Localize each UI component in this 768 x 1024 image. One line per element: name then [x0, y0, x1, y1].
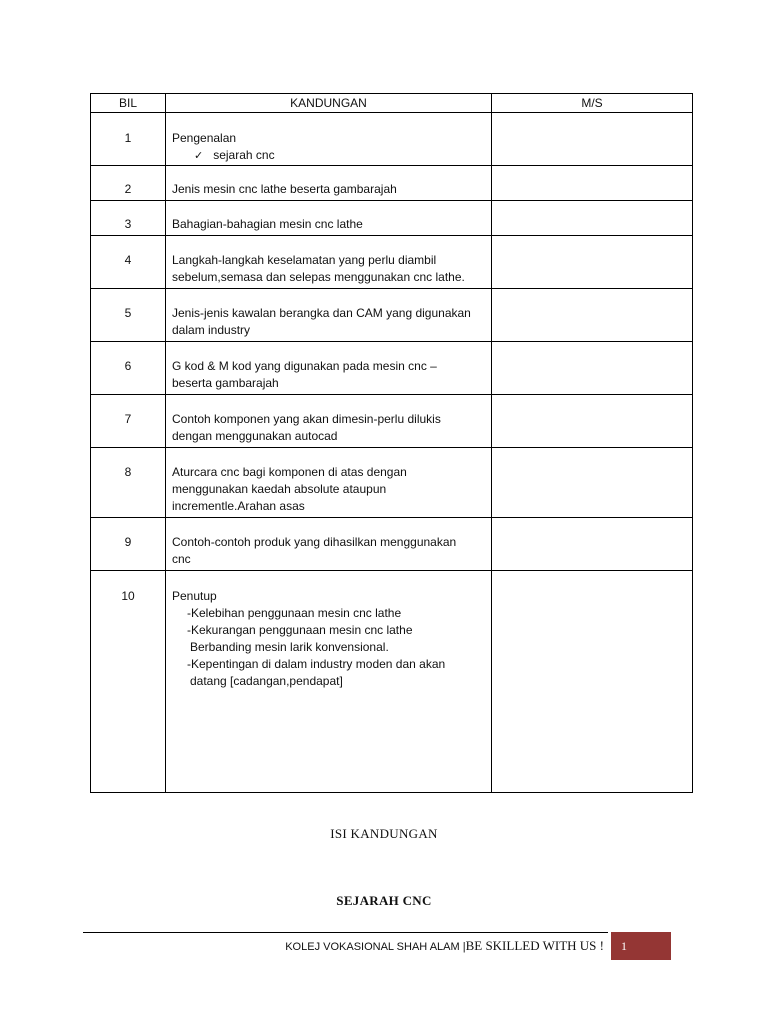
check-icon: ✓ — [194, 149, 204, 162]
footer-school: KOLEJ VOKASIONAL SHAH ALAM | — [285, 941, 466, 953]
row-page — [492, 289, 693, 342]
row-line: Pengenalan — [172, 131, 237, 145]
row-line: incrementle.Arahan asas — [172, 499, 305, 513]
row-line: Penutup — [172, 589, 217, 603]
row-content — [166, 166, 492, 201]
row-line: cnc — [172, 552, 191, 566]
row-subitem: -Kepentingan di dalam industry moden dan akan — [187, 657, 446, 671]
row-line: Langkah-langkah keselamatan yang perlu diambil — [172, 253, 437, 267]
table-row — [91, 236, 693, 289]
row-number: 9 — [91, 518, 166, 571]
page-number-badge — [611, 932, 671, 960]
row-page — [492, 518, 693, 571]
row-line: dalam industry — [172, 323, 251, 337]
row-content — [166, 236, 492, 289]
row-line: Contoh-contoh produk yang dihasilkan menggunakan — [172, 535, 457, 549]
page-number: 1 — [621, 938, 627, 953]
row-content — [166, 201, 492, 236]
table-row — [91, 201, 693, 236]
header-ms: M/S — [492, 94, 693, 113]
row-subitem: Berbanding mesin larik konvensional. — [190, 640, 389, 654]
table-row — [91, 342, 693, 395]
row-number: 4 — [91, 236, 166, 289]
header-kandungan: KANDUNGAN — [166, 94, 492, 113]
row-line: Bahagian-bahagian mesin cnc lathe — [172, 217, 363, 231]
row-subitem-text: sejarah cnc — [213, 148, 275, 162]
row-number: 8 — [91, 448, 166, 518]
table-row — [91, 448, 693, 518]
row-content — [166, 289, 492, 342]
row-line: Jenis mesin cnc lathe beserta gambarajah — [172, 182, 397, 196]
row-line: G kod & M kod yang digunakan pada mesin cnc – — [172, 359, 437, 373]
header-bil: BIL — [91, 94, 166, 113]
footer-text — [285, 938, 604, 954]
row-page — [492, 571, 693, 793]
table-row — [91, 113, 693, 166]
table-header-row — [91, 94, 693, 113]
row-page — [492, 201, 693, 236]
row-subitem: -Kekurangan penggunaan mesin cnc lathe — [187, 623, 413, 637]
row-number: 5 — [91, 289, 166, 342]
row-page — [492, 113, 693, 166]
row-page — [492, 448, 693, 518]
table-row — [91, 166, 693, 201]
row-number: 10 — [91, 571, 166, 793]
row-line: Contoh komponen yang akan dimesin-perlu dilukis — [172, 412, 441, 426]
row-line: beserta gambarajah — [172, 376, 279, 390]
row-number: 2 — [91, 166, 166, 201]
footer-divider — [83, 932, 608, 933]
row-line: Aturcara cnc bagi komponen di atas dengan — [172, 465, 407, 479]
row-number: 3 — [91, 201, 166, 236]
row-page — [492, 342, 693, 395]
table-caption: ISI KANDUNGAN — [330, 826, 438, 841]
row-content — [166, 571, 492, 793]
row-page — [492, 236, 693, 289]
contents-table — [90, 93, 693, 793]
row-line: dengan menggunakan autocad — [172, 429, 338, 443]
table-row — [91, 518, 693, 571]
table-row — [91, 395, 693, 448]
row-content — [166, 342, 492, 395]
row-page — [492, 395, 693, 448]
row-number: 1 — [91, 113, 166, 166]
row-number: 7 — [91, 395, 166, 448]
footer-slogan: BE SKILLED WITH US ! — [465, 938, 604, 953]
row-content — [166, 448, 492, 518]
table-row — [91, 289, 693, 342]
row-content — [166, 518, 492, 571]
row-subitem — [172, 147, 487, 164]
row-line: menggunakan kaedah absolute ataupun — [172, 482, 387, 496]
table-row — [91, 571, 693, 793]
row-line: Jenis-jenis kawalan berangka dan CAM yang digunakan — [172, 306, 471, 320]
row-subitem: -Kelebihan penggunaan mesin cnc lathe — [187, 606, 402, 620]
row-line: sebelum,semasa dan selepas menggunakan cnc lathe. — [172, 270, 465, 284]
row-page — [492, 166, 693, 201]
row-content — [166, 113, 492, 166]
row-content — [166, 395, 492, 448]
section-heading: SEJARAH CNC — [336, 893, 432, 908]
row-subitem: datang [cadangan,pendapat] — [190, 674, 343, 688]
row-number: 6 — [91, 342, 166, 395]
